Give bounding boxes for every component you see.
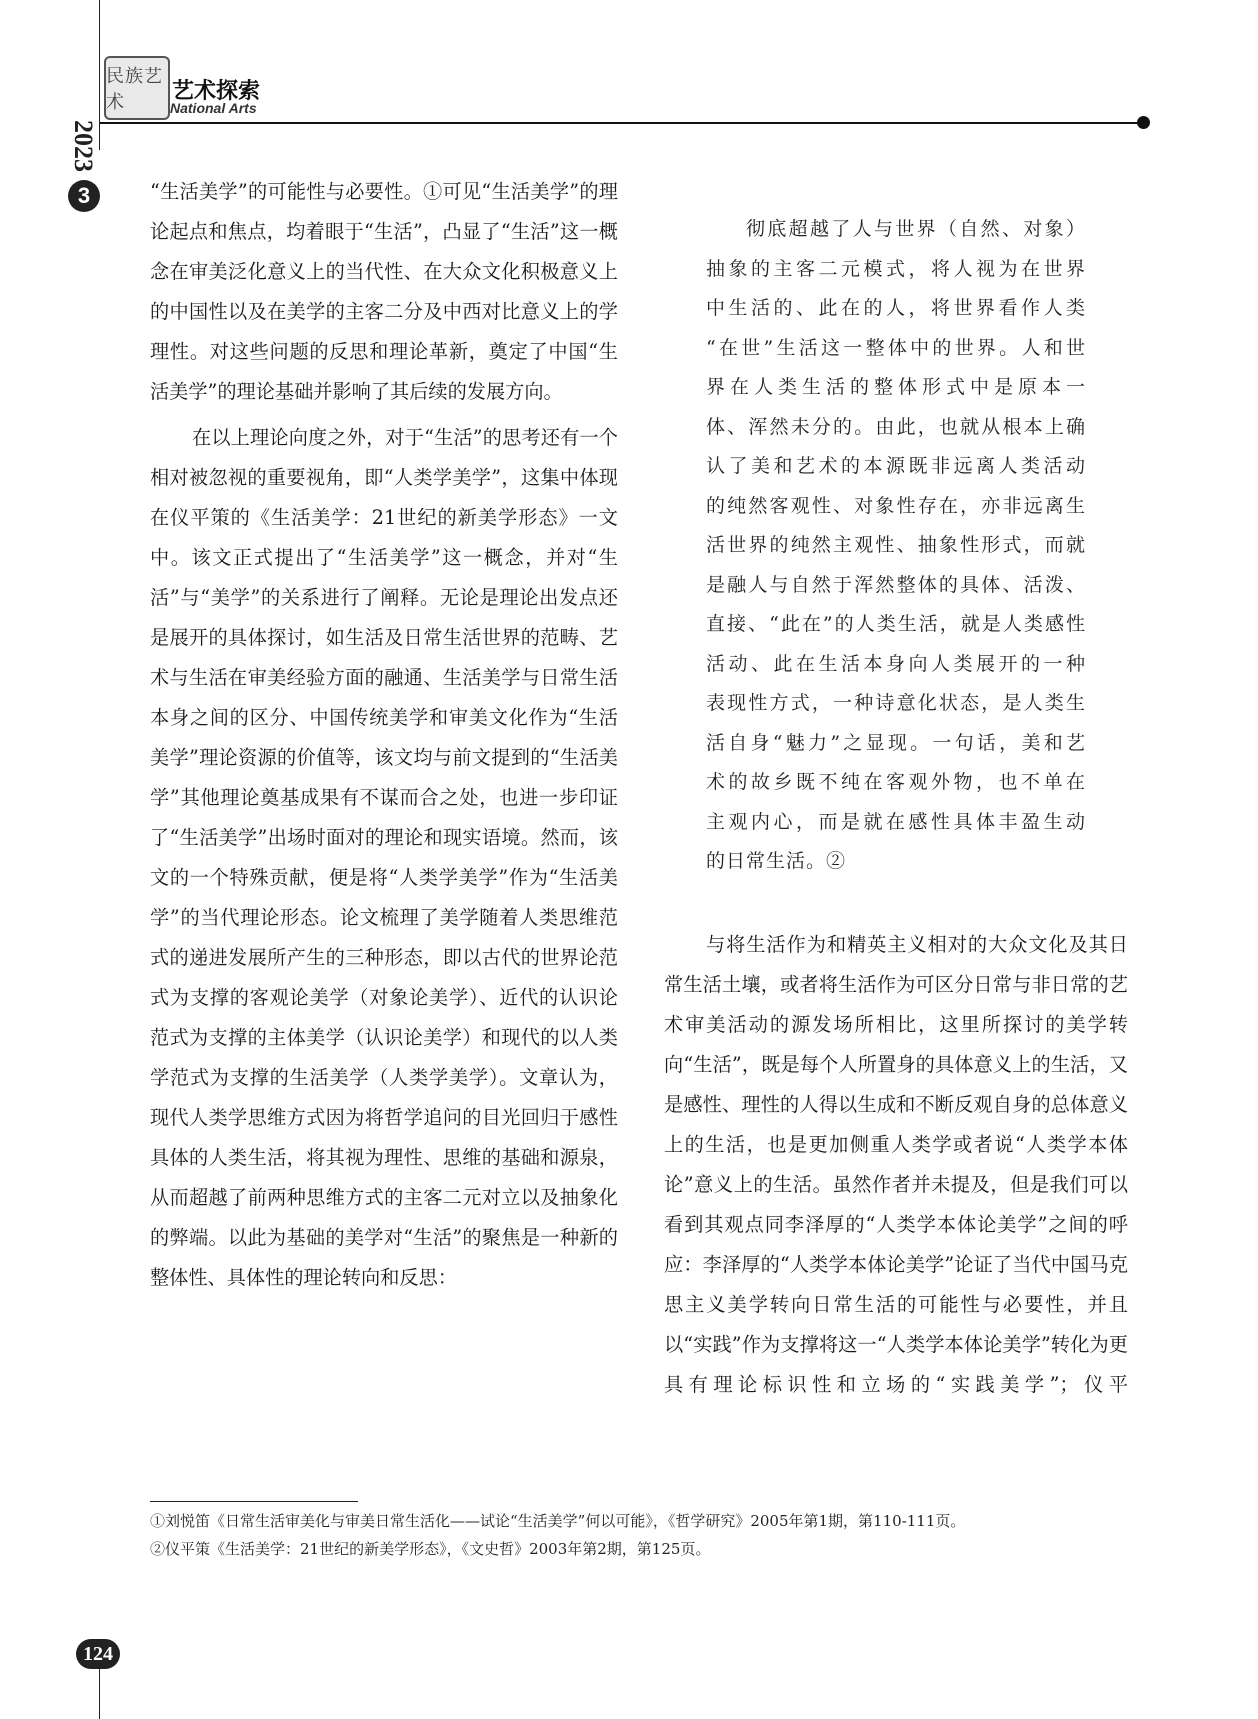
quote-line: 界在人类生活的整体形式中是原本一 [706,376,1086,398]
quote-line: 的日常生活。② [706,850,847,872]
paragraph-2: 在以上理论向度之外，对于“生活”的思考还有一个相对被忽视的重要视角，即“人类学美学”，这集中体现在仪平策的《生活美学：21世纪的新美学形态》一文中。该文正式提出了“生活美学”这一概念，并对“生活”与“美学”的关系进行了阐释。无论是理论出发点还是展开的具体探讨，如生活及日常生活世界的范畴、艺术与生活在审美经验方面的融通、生活美学与日常生活本身之间的区分、中国传统美学和审美文化作为“生活美学”理论资源的价值等，该文均与前文提到的“生活美学”其他理论奠基成果有不谋而合之处，也进一步印证了“生活美学”出场时面对的理论和现实语境。然而，该文的一个特殊贡献，便是将“人类学美学”作为“生活美学”的当代理论形态。论文梳理了美学随着人类思维范式的递进发展所产生的三种形态，即以古代的世界论范式为支撑的客观论美学（对象论美学）、近代的认识论范式为支撑的主体美学（认识论美学）和现代的以人类学范式为支撑的生活美学（人类学美学）。文章认为，现代人类学思维方式因为将哲学追问的目光回归于感性具体的人类生活，将其视为理性、思维的基础和源泉，从而超越了前两种思维方式的主客二元对立以及抽象化的弊端。以此为基础的美学对“生活”的聚焦是一种新的整体性、具体性的理论转向和反思： [150,426,618,1289]
paragraph-3: 与将生活作为和精英主义相对的大众文化及其日常生活土壤，或者将生活作为可区分日常与非日常的艺术审美活动的源发场所相比，这里所探讨的美学转向“生活”，既是每个人所置身的具体意义上的生活，又是感性、理性的人得以生成和不断反观自身的总体意义上的生活，也是更加侧重人类学或者说“人类学本体论”意义上的生活。虽然作者并未提及，但是我们可以看到其观点同李泽厚的“人类学本体论美学”之间的呼应：李泽厚的“人类学本体论美学”论证了当代中国马克思主义美学转向日常生活的可能性与必要性，并且以“实践”作为支撑将这一“人类学本体论美学”转化为更具有理论标识性和立场的“实践美学”；仪平 [664,933,1128,1396]
block-quote [706,210,1086,882]
quote-line: 活自身“魅力”之显现。一句话，美和艺 [706,731,1086,754]
quote-line: 活世界的纯然主观性、抽象性形式，而就 [706,534,1086,556]
margin-rule-top [99,0,100,150]
left-column [150,172,618,1304]
issue-number-badge: 3 [68,180,100,212]
quote-line: 活动、此在生活本身向人类展开的一种 [706,652,1086,675]
footnote-rule [150,1501,358,1502]
journal-title-cn: 艺术探索 [172,79,261,104]
issue-year: 2023 [69,120,98,172]
quote-line: 中生活的、此在的人，将世界看作人类 [706,297,1086,319]
journal-title-en: National Arts [170,100,257,116]
header-rule [100,122,1142,124]
page-number: 124 [76,1639,120,1669]
quote-line: 认了美和艺术的本源既非远离人类活动 [706,455,1086,477]
quote-line: 体、浑然未分的。由此，也就从根本上确 [706,415,1086,438]
quote-line: 彻底超越了人与世界（自然、对象） [746,218,1086,240]
quote-line: 是融人与自然于浑然整体的具体、活泼、 [706,573,1086,596]
right-column [664,925,1128,1411]
header-dot [1137,116,1150,129]
quote-line: 主观内心，而是就在感性具体丰盈生动 [706,810,1086,833]
paragraph-1: “生活美学”的可能性与必要性。①可见“生活美学”的理论起点和焦点，均着眼于“生活”，凸显了“生活”这一概念在审美泛化意义上的当代性、在大众文化积极意义上的中国性以及在美学的主客二分及中西对比意义上的学理性。对这些问题的反思和理论革新，奠定了中国“生活美学”的理论基础并影响了其后续的发展方向。 [150,180,618,403]
footnotes [150,1507,1150,1563]
quote-line: 表现性方式，一种诗意化状态，是人类生 [706,692,1086,714]
quote-line: 的纯然客观性、对象性存在，亦非远离生 [706,494,1086,517]
quote-line: 直接、“此在”的人类生活，就是人类感性 [706,613,1086,635]
footnote-1: ①刘悦笛《日常生活审美化与审美日常生活化——试论“生活美学”何以可能》，《哲学研究》2005年第1期，第110-111页。 [150,1512,966,1530]
footnote-2: ②仪平策《生活美学：21世纪的新美学形态》，《文史哲》2003年第2期，第125页。 [150,1540,711,1558]
quote-line: “在世”生活这一整体中的世界。人和世 [706,336,1086,359]
quote-line: 抽象的主客二元模式，将人视为在世界 [706,257,1086,280]
journal-logo-seal: 民族艺术 [104,56,170,120]
quote-line: 术的故乡既不纯在客观外物，也不单在 [706,771,1086,793]
